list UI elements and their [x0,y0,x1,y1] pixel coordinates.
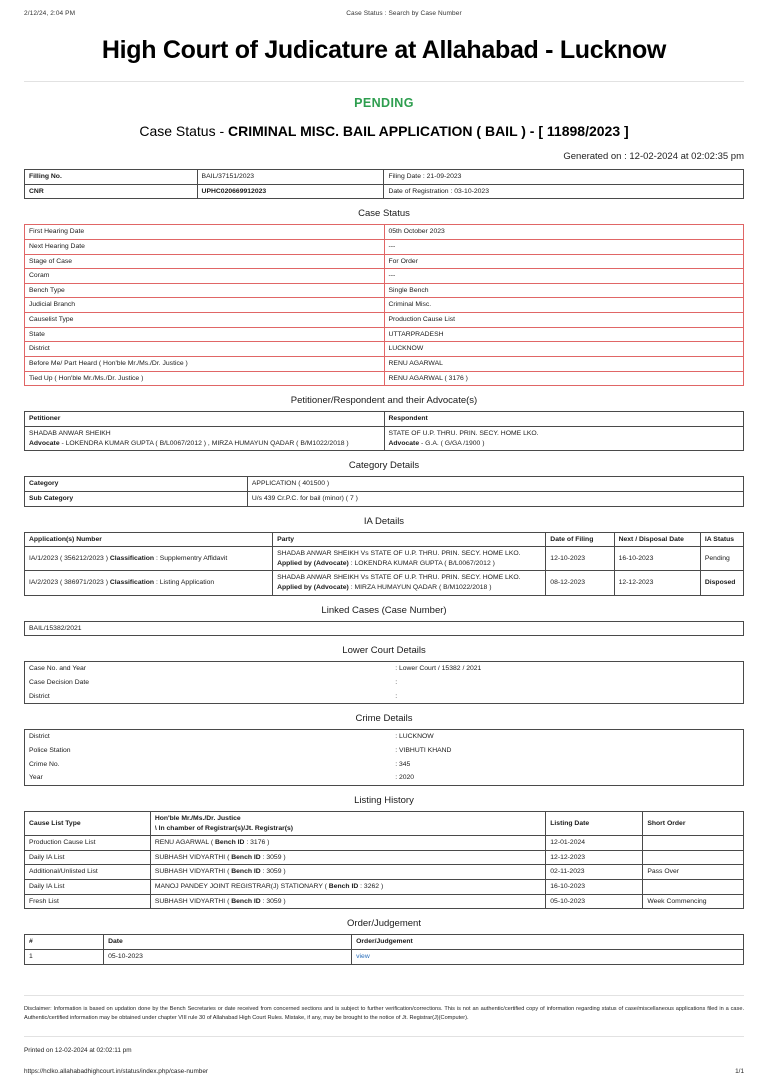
respondent-cell [384,426,744,450]
listing-header-justice: Hon'ble Mr./Ms./Dr. Justice \ In chamber of Registrar(s)/Jt. Registrar(s) [150,811,545,835]
ia-date-of-filing: 08-12-2023 [546,571,614,595]
ia-header-cell: Party [273,532,546,547]
section-title-category: Category Details [348,460,420,472]
listing-short-order [643,836,744,851]
print-header-title: Case Status : Search by Case Number [346,10,462,17]
table-row [25,327,744,342]
orders-header-cell: Date [104,935,352,950]
petitioner-name: SHADAB ANWAR SHEIKH [29,429,111,437]
case-status-value: --- [384,239,744,254]
petitioner-header: Petitioner [25,412,385,427]
order-index: 1 [25,949,104,964]
orders-header-cell: Order/Judgement [352,935,744,950]
table-row [25,170,744,185]
table-row [25,371,744,386]
ia-next-disposal-date: 16-10-2023 [614,547,700,571]
listing-short-order [643,880,744,895]
printed-on: Printed on 12-02-2024 at 02:02:11 pm [24,1047,132,1055]
lower-court-label: Case No. and Year [29,665,87,673]
listing-date: 05-10-2023 [546,894,643,909]
case-status-value: RENU AGARWAL ( 3176 ) [384,371,744,386]
table-row [25,850,744,865]
listing-cause-list-type: Production Cause List [25,836,151,851]
case-status-value: Criminal Misc. [384,298,744,313]
crime-label: Police Station [29,746,71,754]
table-row [25,283,744,298]
category-label: Sub Category [25,491,248,506]
parties-table [24,411,744,451]
listing-header-listing-date: Listing Date [546,811,643,835]
page-title: High Court of Judicature at Allahabad - Lucknow [101,36,667,64]
table-header-row [25,532,744,547]
table-row [25,744,744,758]
case-status-label: Causelist Type [25,313,385,328]
ia-header-cell: Application(s) Number [25,532,273,547]
registration-date: Date of Registration : 03-10-2023 [384,184,744,199]
table-header-row [25,811,744,835]
ia-header-cell: Next / Disposal Date [614,532,700,547]
listing-history-table [24,811,744,909]
petitioner-advocate: Advocate - LOKENDRA KUMAR GUPTA ( B/L0067/2012 ) , MIRZA HUMAYUN QADAR ( B/M1022/2018 ) [29,439,349,447]
section-title-listing-history: Listing History [354,794,414,806]
listing-date: 12-12-2023 [546,850,643,865]
ia-header-cell: Date of Filing [546,532,614,547]
section-title-crime: Crime Details [355,713,413,725]
case-status-label: Before Me/ Part Heard ( Hon'ble Mr./Ms./Dr. Justice ) [25,357,385,372]
case-status-value: RENU AGARWAL [384,357,744,372]
case-status-label: Tied Up ( Hon'ble Mr./Ms./Dr. Justice ) [25,371,385,386]
listing-cause-list-type: Additional/Unlisted List [25,865,151,880]
section-title-case-status: Case Status [358,208,410,220]
table-header-row [25,412,744,427]
table-row [25,254,744,269]
listing-short-order: Pass Over [643,865,744,880]
table-row [25,313,744,328]
lower-court-label: District [29,692,50,700]
category-table [24,476,744,506]
footer-divider-top [24,995,744,996]
listing-justice: MANOJ PANDEY JOINT REGISTRAR(J) STATIONARY ( Bench ID : 3262 ) [150,880,545,895]
listing-short-order: Week Commencing [643,894,744,909]
table-row [25,342,744,357]
footer-urlbar [24,1068,744,1075]
crime-value: : 2020 [395,774,415,782]
case-status-value: UTTARPRADESH [384,327,744,342]
category-label: Category [25,477,248,492]
listing-cause-list-type: Daily IA List [25,880,151,895]
crime-value: : VIBHUTI KHAND [395,746,452,754]
cnr-value: UPHC020669912023 [197,184,384,199]
respondent-header: Respondent [384,412,744,427]
case-status-label: Bench Type [25,283,385,298]
section-title-linked-cases: Linked Cases (Case Number) [321,604,447,616]
filing-no-label: Filling No. [25,170,198,185]
table-row [25,225,744,240]
listing-date: 16-10-2023 [546,880,643,895]
case-status-label: Coram [25,269,385,284]
lower-court-value: : [395,692,398,700]
footer-page-number: 1/1 [735,1068,744,1075]
category-value: U/s 439 Cr.P.C. for bail (minor) ( 7 ) [247,491,743,506]
case-heading-prefix: Case Status - [139,123,229,139]
case-heading [24,123,744,139]
case-status-label: Next Hearing Date [25,239,385,254]
footer-divider-bottom [24,1036,744,1037]
table-row [25,730,744,744]
listing-header-short-order: Short Order [643,811,744,835]
section-title-orders: Order/Judgement [347,918,421,930]
category-value: APPLICATION ( 401500 ) [247,477,743,492]
cnr-label: CNR [25,184,198,199]
case-heading-main: CRIMINAL MISC. BAIL APPLICATION ( BAIL ) - [ 11898/2023 ] [228,123,629,139]
section-title-ia: IA Details [363,515,405,527]
listing-cause-list-type: Fresh List [25,894,151,909]
listing-justice: RENU AGARWAL ( Bench ID : 3176 ) [150,836,545,851]
crime-label: Year [29,774,43,782]
lower-court-table [24,661,744,704]
listing-date: 02-11-2023 [546,865,643,880]
ia-header-cell: IA Status [700,532,743,547]
filing-table [24,169,744,199]
case-status-label: Stage of Case [25,254,385,269]
ia-application-number: IA/2/2023 ( 386971/2023 ) Classification : Listing Application [25,571,273,595]
respondent-advocate: Advocate - G.A. ( G/GA /1900 ) [388,439,485,447]
lower-court-value: : [395,679,398,687]
orders-table [24,934,744,964]
ia-date-of-filing: 12-10-2023 [546,547,614,571]
table-row [25,298,744,313]
crime-label: Crime No. [29,760,60,768]
crime-value: : 345 [395,760,411,768]
ia-application-number: IA/1/2023 ( 356212/2023 ) Classification : Supplementry Affidavit [25,547,273,571]
print-header-date: 2/12/24, 2:04 PM [24,10,76,17]
ia-next-disposal-date: 12-12-2023 [614,571,700,595]
listing-date: 12-01-2024 [546,836,643,851]
table-header-row [25,935,744,950]
table-row [25,547,744,571]
table-row [25,184,744,199]
table-row [25,426,744,450]
listing-short-order [643,850,744,865]
status-badge: PENDING [354,96,414,110]
table-row [25,621,744,636]
filing-date: Filing Date : 21-09-2023 [384,170,744,185]
case-status-label: Judicial Branch [25,298,385,313]
section-title-parties: Petitioner/Respondent and their Advocate(s) [290,395,478,407]
section-title-lower-court: Lower Court Details [342,645,426,657]
orders-header-cell: # [25,935,104,950]
case-status-value: For Order [384,254,744,269]
petitioner-cell [25,426,385,450]
ia-party: SHADAB ANWAR SHEIKH Vs STATE OF U.P. THRU. PRIN. SECY. HOME LKO. Applied by (Advocate) : MIRZA HUMAYUN QADAR ( B/M1022/2018 ) [273,571,546,595]
case-status-value: Production Cause List [384,313,744,328]
table-row [25,269,744,284]
table-row [25,771,744,785]
listing-justice: SUBHASH VIDYARTHI ( Bench ID : 3059 ) [150,865,545,880]
listing-justice: SUBHASH VIDYARTHI ( Bench ID : 3059 ) [150,894,545,909]
table-row [25,357,744,372]
table-row [25,662,744,676]
order-date: 05-10-2023 [104,949,352,964]
case-status-label: First Hearing Date [25,225,385,240]
case-status-value: Single Bench [384,283,744,298]
table-row [25,836,744,851]
linked-case-number: BAIL/15382/2021 [25,621,744,636]
table-row [25,880,744,895]
order-view-link[interactable]: view [356,952,370,960]
case-status-table [24,224,744,386]
crime-value: : LUCKNOW [395,733,434,741]
case-status-label: State [25,327,385,342]
case-status-value: 05th October 2023 [384,225,744,240]
listing-justice: SUBHASH VIDYARTHI ( Bench ID : 3059 ) [150,850,545,865]
table-row [25,491,744,506]
generated-on: Generated on : 12-02-2024 at 02:02:35 pm [563,151,744,162]
table-row [25,571,744,595]
crime-label: District [29,733,50,741]
ia-party: SHADAB ANWAR SHEIKH Vs STATE OF U.P. THRU. PRIN. SECY. HOME LKO. Applied by (Advocate) : LOKENDRA KUMAR GUPTA ( B/L0067/2012 ) [273,547,546,571]
table-row [25,676,744,690]
respondent-name: STATE OF U.P. THRU. PRIN. SECY. HOME LKO. [388,429,539,437]
ia-details-table [24,532,744,596]
case-status-value: LUCKNOW [384,342,744,357]
footer-url: https://hclko.allahabadhighcourt.in/status/index.php/case-number [24,1068,209,1075]
case-status-value: --- [384,269,744,284]
disclaimer-text: Disclaimer: Information is based on updation done by the Bench Secretaries or date received from concerned sections and is subject to further verification/corrections. This is not an authentic/certified copy of information regarding status of case/miscellaneous applications filed in a case. Authentic/certified information may be obtained under chapter VIII rule 30 of Allahabad High Court Rules. Mistake, if any, may be brought to the notice of Jt. Registrar(J)(Computer). [24,1005,744,1022]
lower-court-label: Case Decision Date [29,679,90,687]
lower-court-value: : Lower Court / 15382 / 2021 [395,665,482,673]
crime-details-table [24,729,744,786]
table-row [25,477,744,492]
linked-cases-table [24,621,744,637]
table-row [25,865,744,880]
listing-cause-list-type: Daily IA List [25,850,151,865]
title-divider [24,81,744,82]
table-row [25,239,744,254]
table-row [25,690,744,704]
table-row [25,758,744,772]
table-row [25,894,744,909]
filing-no-value: BAIL/37151/2023 [197,170,384,185]
case-status-label: District [25,342,385,357]
print-header [24,10,744,22]
table-row [25,949,744,964]
ia-status: Disposed [700,571,743,595]
order-judgement-cell [352,949,744,964]
listing-header-cause-list-type: Cause List Type [25,811,151,835]
ia-status: Pending [700,547,743,571]
